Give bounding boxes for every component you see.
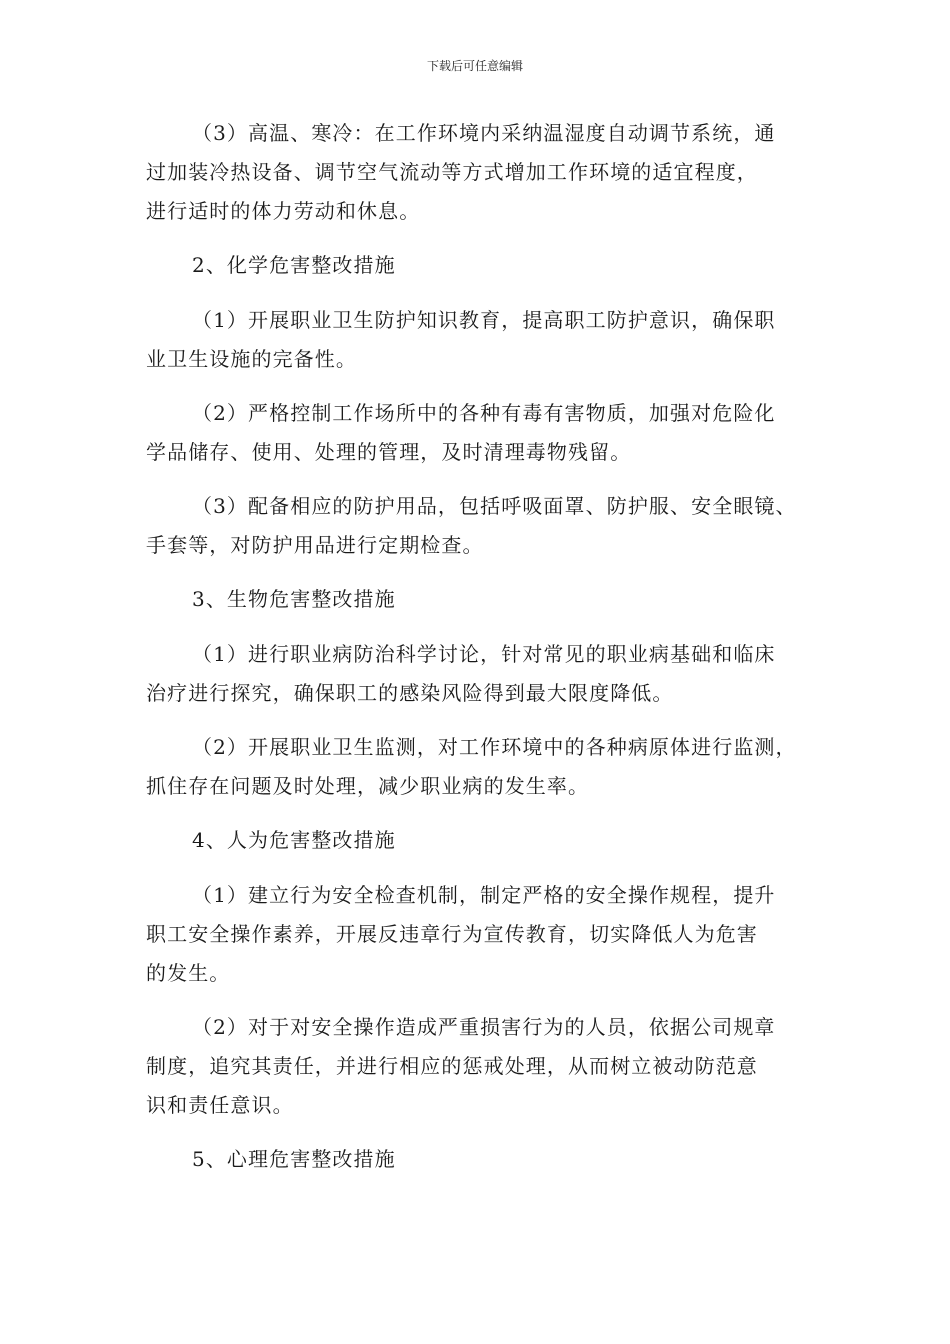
text-line: （3）高温、寒冷：在工作环境内采纳温湿度自动调节系统，通: [192, 121, 776, 145]
text-line: （1）进行职业病防治科学讨论，针对常见的职业病基础和临床: [192, 642, 776, 666]
text-line: 学品储存、使用、处理的管理，及时清理毒物残留。: [146, 440, 632, 464]
text-line: 手套等，对防护用品进行定期检查。: [146, 533, 484, 557]
text-line: 的发生。: [146, 961, 231, 985]
text-line: （2）严格控制工作场所中的各种有毒有害物质，加强对危险化: [192, 401, 776, 425]
text-line: （1）开展职业卫生防护知识教育，提高职工防护意识，确保职: [192, 308, 776, 332]
section-heading-psychological: 5、心理危害整改措施: [192, 1147, 396, 1171]
text-line: 识和责任意识。: [146, 1093, 294, 1117]
text-line: 职工安全操作素养，开展反违章行为宣传教育，切实降低人为危害: [146, 922, 758, 946]
paragraph-chemical-1: [146, 301, 826, 379]
text-line: 制度，追究其责任，并进行相应的惩戒处理，从而树立被动防范意: [146, 1054, 758, 1078]
text-line: （3）配备相应的防护用品，包括呼吸面罩、防护服、安全眼镜、: [192, 494, 797, 518]
text-line: （2）开展职业卫生监测，对工作环境中的各种病原体进行监测，: [192, 735, 797, 759]
paragraph-chemical-3: [146, 487, 826, 565]
text-line: 进行适时的体力劳动和休息。: [146, 199, 421, 223]
text-line: 过加装冷热设备、调节空气流动等方式增加工作环境的适宜程度，: [146, 160, 758, 184]
text-line: 抓住存在问题及时处理，减少职业病的发生率。: [146, 774, 590, 798]
paragraph-biological-2: [146, 728, 826, 806]
page-header-note: 下载后可任意编辑: [426, 59, 523, 73]
text-line: （1）建立行为安全检查机制，制定严格的安全操作规程，提升: [192, 883, 776, 907]
text-line: 业卫生设施的完备性。: [146, 347, 357, 371]
paragraph-human-2: [146, 1008, 826, 1125]
document-body: [146, 114, 826, 1195]
paragraph-biological-1: [146, 635, 826, 713]
section-heading-biological: 3、生物危害整改措施: [192, 587, 396, 611]
paragraph-high-temp-cold: [146, 114, 826, 231]
text-line: 治疗进行探究，确保职工的感染风险得到最大限度降低。: [146, 681, 674, 705]
paragraph-chemical-2: [146, 394, 826, 472]
section-heading-chemical: 2、化学危害整改措施: [192, 253, 396, 277]
section-heading-human: 4、人为危害整改措施: [192, 828, 396, 852]
paragraph-human-1: [146, 876, 826, 993]
text-line: （2）对于对安全操作造成严重损害行为的人员，依据公司规章: [192, 1015, 776, 1039]
